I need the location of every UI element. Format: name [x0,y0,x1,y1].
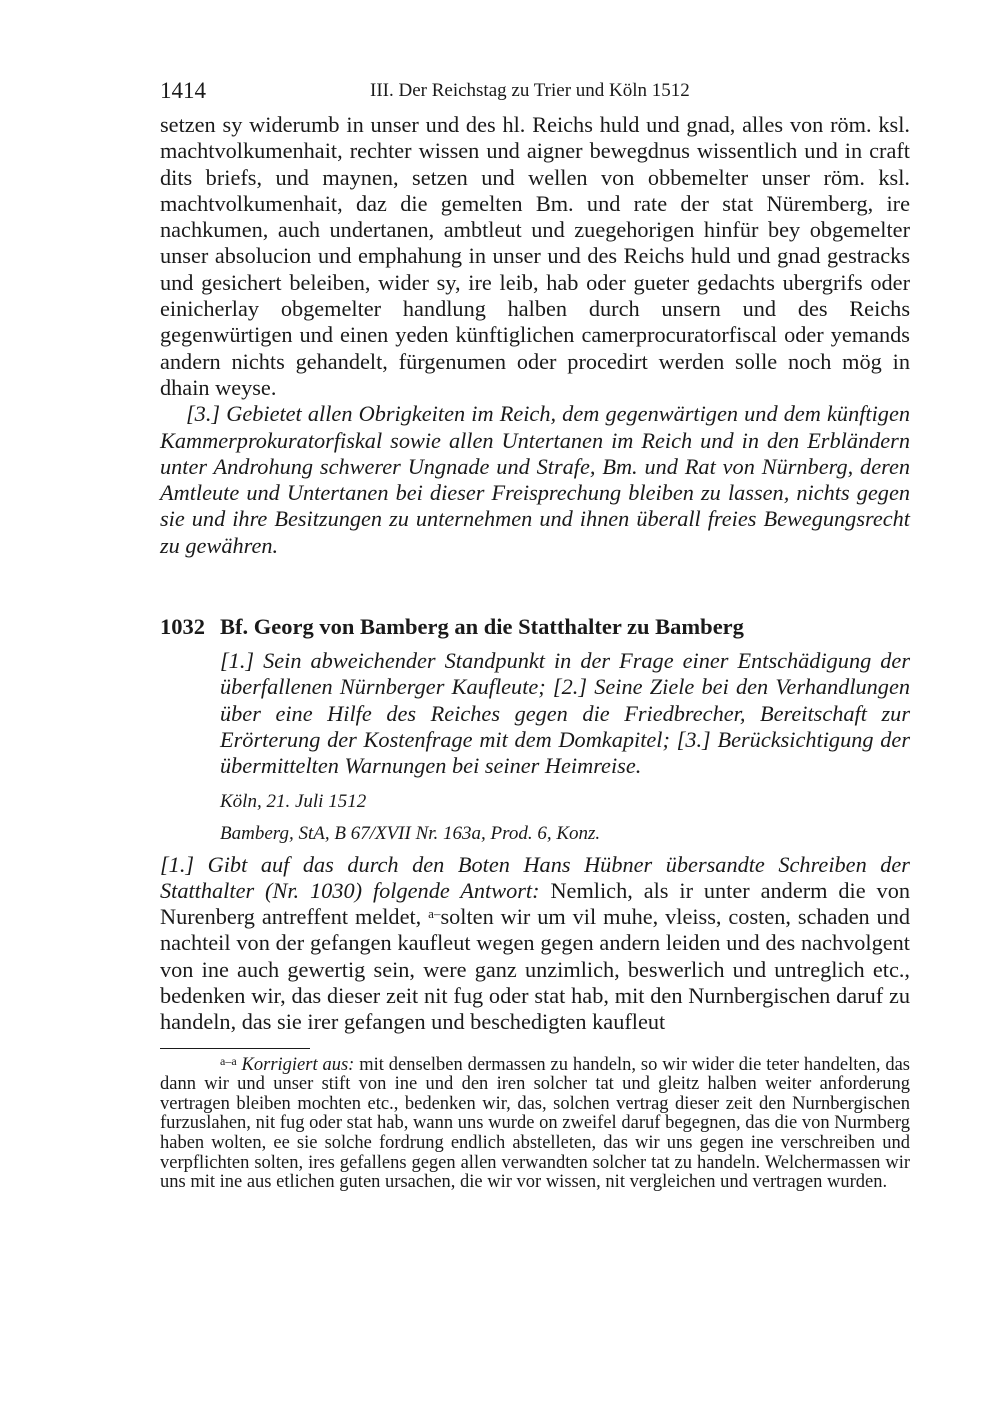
page-number: 1414 [160,78,206,103]
footnote [160,1053,910,1193]
document-heading [160,614,910,640]
continued-paragraph: setzen sy widerumb in unser und des hl. Reichs huld und gnad, alles von röm. ksl. machtvolkumenhait, rechter wissen und aigner bewegdnus wissentlich und in craft dits briefs, und maynen, setzen und wellen von obbemelter unser röm. ksl. machtvolkumenhait, daz die gemelten Bm. und rate der stat Nüremberg, ire nachkumen, auch undertanen, ambtleut und zuegehorigen hinfür bey obgemelter unser absolucion und emphahung in unser und des Reichs huld und gnad gestracks und gesichert beleiben, wider sy, ire leib, hab oder gueter gedachts ubergrifs oder einicherlay obgemelter handlung halben durch unsern und des Reichs gegenwürtigen und einen yeden künftiglichen camerprocuratorfiscal oder yemands andern nichts gehandelt, fürgenumen oder procedirt werden solle noch mög in dhain weyse. [160,112,910,400]
summary-paragraph: [3.] Gebietet allen Obrigkeiten im Reich, dem gegenwärtigen und dem künftigen Kammerprokuratorfiskal sowie allen Untertanen im Reich und in den Erbländern unter Androhung schwerer Ungnade und Strafe, Bm. und Rat von Nürnberg, deren Amtleute und Untertanen bei dieser Freisprechung bleiben zu lassen, nichts gegen sie und ihre Besitzungen zu unternehmen und ihnen überall freies Bewegungsrecht zu gewähren. [160,401,910,558]
footnote-label: Korrigiert aus: [241,1054,355,1075]
text-intro: [1.] Gibt auf das durch den Boten Hans Hübner übersandte Schreiben der Statthalter (Nr. 1030) folgende Antwort: [160,851,910,903]
footnote-label-marker: a–a [220,1053,237,1068]
document-text [160,852,910,1036]
place-date: Köln, 21. Juli 1512 [220,790,367,812]
footnote-divider [160,1048,310,1049]
source-reference: Bamberg, StA, B 67/XVII Nr. 163a, Prod. 6, Konz. [220,822,601,844]
document-regest: [1.] Sein abweichender Standpunkt in der Frage einer Entschädigung der überfallenen Nürnberger Kaufleute; [2.] Seine Ziele bei den Verhandlungen über eine Hilfe des Reiches gegen die Friedbrecher, Bereitschaft zur Erörterung der Kostenfrage mit dem Domkapitel; [3.] Berücksichtigung der übermittelten Warnungen bei seiner Heimreise. [220,648,910,779]
running-title: III. Der Reichstag zu Trier und Köln 1512 [370,80,690,101]
footnote-text: mit denselben dermassen zu handeln, so wir wider die teter handelten, das dann wir und unser stift von ine und den iren solcher tat und gleitz halben weiter anforderung vertragen bleiben mochten etc., bedenken wir, das, solchen vertrag dieser zeit den Nurnbergischen furzuslahen, nit fug oder stat hab, wann uns wurde on zweifel daruf begegnen, das die von Nurmberg haben wolten, ee sie solche fordrung endlich abstelleten, das wir uns gegen ine verschreiben und verpflichten solten, ires gefallens gegen allen verwandten solcher tat zu handeln. Welchermassen wir uns mit ine aus etlichen guten ursachen, die wir vor wissen, nit vergleichen und vertragen wurden. [160,1054,910,1193]
text-part-1: Nemlich, als ir unter anderm die von Nurenberg antreffent meldet, [160,877,910,930]
page-header [160,78,910,112]
document-number: 1032 [160,614,205,640]
footnote-marker[interactable]: a– [428,906,441,922]
document-page [160,78,910,1193]
text-part-2: solten wir um vil muhe, vleiss, costen, schaden und nachteil von der gefangen kaufleut wegen gegen andern leiden und des nachvolgent von ine auch gewertig sein, were ganz unzimlich, beswerlich und untreglich etc., bedenken wir, das dieser zeit nit fug oder stat hab, mit den Nurnbergischen daruf zu handeln, das sie irer gefangen und beschedigten kaufleut [160,904,911,1035]
document-title: Bf. Georg von Bamberg an die Statthalter zu Bamberg [220,614,744,640]
